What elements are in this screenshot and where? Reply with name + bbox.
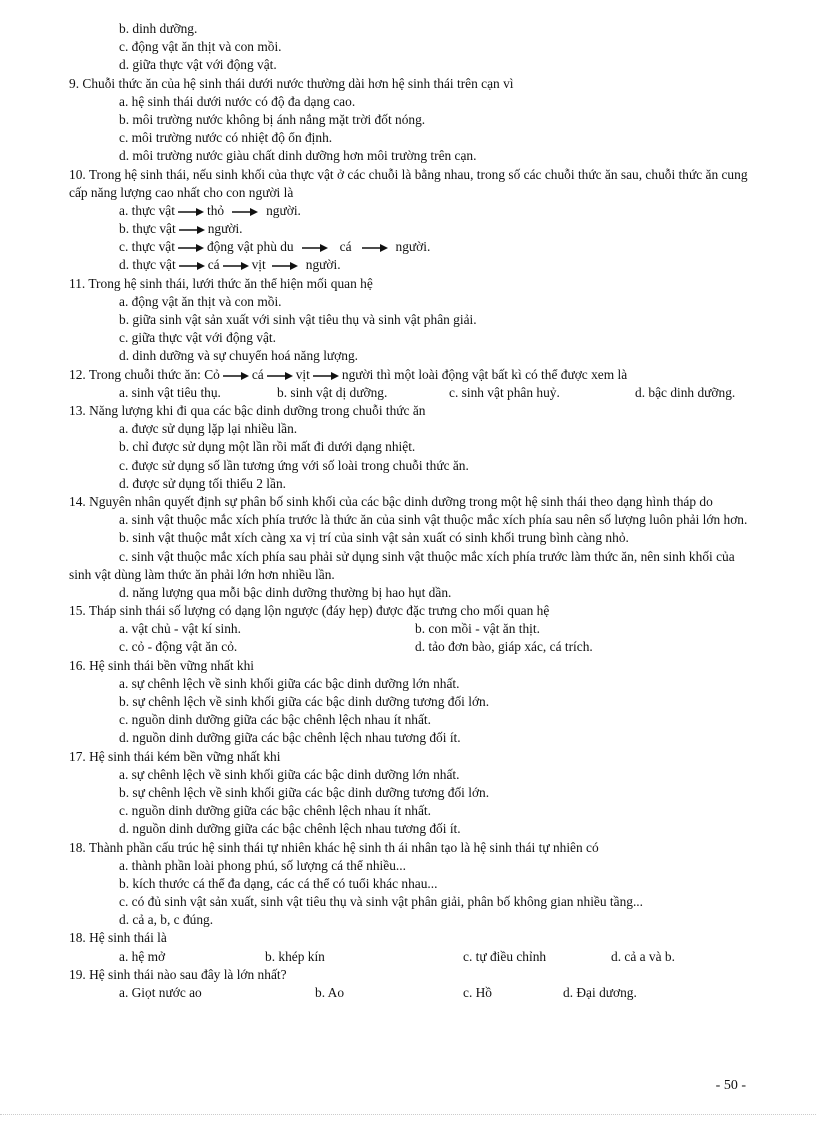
option-line: d. năng lượng qua mỗi bậc dinh dưỡng thường bị hao hụt dần. bbox=[119, 584, 452, 600]
option-d: d. tảo đơn bào, giáp xác, cá trích. bbox=[415, 639, 593, 655]
page-content bbox=[69, 20, 757, 1002]
option-line: c. giữa thực vật với động vật. bbox=[119, 330, 276, 346]
option-line: b. sự chênh lệch về sinh khối giữa các bậc dinh dưỡng tương đối lớn. bbox=[119, 694, 490, 710]
q10-option-c bbox=[69, 238, 757, 256]
question-10: 10. Trong hệ sinh thái, nếu sinh khối của thực vật ở các chuỗi là bằng nhau, trong số các chuỗi thức ăn sau, chuỗi thức ăn cung cấp năng lượng cao nhất cho con người là bbox=[69, 166, 748, 200]
arrow-right-icon bbox=[232, 207, 258, 217]
arrow-right-icon bbox=[179, 261, 205, 271]
arrow-right-icon bbox=[267, 371, 293, 381]
arrow-right-icon bbox=[223, 371, 249, 381]
q15-options-row1 bbox=[69, 620, 757, 638]
q12-options bbox=[69, 384, 757, 402]
option-line: c. động vật ăn thịt và con mồi. bbox=[119, 39, 282, 55]
question-17: 17. Hệ sinh thái kém bền vững nhất khi bbox=[69, 748, 281, 764]
chain-node: người. bbox=[305, 257, 341, 273]
chain-node: vịt bbox=[295, 366, 310, 382]
option-a: a. Giọt nước ao bbox=[119, 985, 202, 1001]
option-b: b. Ao bbox=[315, 985, 345, 1001]
question-19: 19. Hệ sinh thái nào sau đây là lớn nhất? bbox=[69, 966, 287, 982]
option-line: b. môi trường nước không bị ánh nắng mặt trời đốt nóng. bbox=[119, 111, 426, 127]
chain-node: cá bbox=[207, 257, 220, 273]
question-14: 14. Nguyên nhân quyết định sự phân bố sinh khối của các bậc dinh dưỡng trong một hệ sinh thái theo dạng hình tháp do bbox=[69, 493, 713, 509]
question-text: thì một loài động vật bất kì có thể được xem là bbox=[373, 366, 628, 382]
arrow-right-icon bbox=[302, 243, 328, 253]
footer-divider bbox=[0, 1113, 816, 1115]
question-18-bis: 18. Hệ sinh thái là bbox=[69, 930, 167, 946]
arrow-right-icon bbox=[272, 261, 298, 271]
arrow-right-icon bbox=[179, 225, 205, 235]
option-line: d. giữa thực vật với động vật. bbox=[119, 57, 277, 73]
chain-node: động vật phù du bbox=[206, 239, 294, 255]
question-16: 16. Hệ sinh thái bền vững nhất khi bbox=[69, 657, 255, 673]
option-line: c. nguồn dinh dưỡng giữa các bậc chênh lệch nhau ít nhất. bbox=[119, 712, 431, 728]
question-15: 15. Tháp sinh thái số lượng có dạng lộn ngược (đáy hẹp) được đặc trưng cho mối quan hệ bbox=[69, 603, 550, 619]
option-line: a. được sử dụng lặp lại nhiều lần. bbox=[119, 421, 298, 437]
arrow-right-icon bbox=[223, 261, 249, 271]
chain-node: cá bbox=[251, 366, 264, 382]
option-line: b. dinh dưỡng. bbox=[119, 21, 198, 36]
option-d: d. bậc dinh dưỡng. bbox=[635, 384, 736, 400]
option-line: a. động vật ăn thịt và con mồi. bbox=[119, 293, 282, 309]
arrow-right-icon bbox=[178, 207, 204, 217]
option-line: a. thành phần loài phong phú, số lượng cá thể nhiều... bbox=[119, 857, 406, 873]
question-18: 18. Thành phần cấu trúc hệ sinh thái tự nhiên khác hệ sinh th ái nhân tạo là hệ sinh thái tự nhiên có bbox=[69, 839, 599, 855]
option-line: d. nguồn dinh dưỡng giữa các bậc chênh lệch nhau tương đối ít. bbox=[119, 730, 461, 746]
q10-option-a bbox=[69, 202, 757, 220]
chain-node: người. bbox=[266, 202, 301, 218]
arrow-right-icon bbox=[178, 243, 204, 253]
option-a: a. sinh vật tiêu thụ. bbox=[119, 384, 221, 400]
question-9: 9. Chuỗi thức ăn của hệ sinh thái dưới nước thường dài hơn hệ sinh thái trên cạn vì bbox=[69, 75, 514, 91]
option-line: d. môi trường nước giàu chất dinh dưỡng hơn môi trường trên cạn. bbox=[119, 148, 477, 164]
option-b: b. con mồi - vật ăn thịt. bbox=[415, 621, 540, 637]
page-number: - 50 - bbox=[715, 1078, 746, 1093]
chain-node: cá bbox=[339, 239, 352, 255]
option-c: c. Hồ bbox=[463, 985, 493, 1001]
question-11: 11. Trong hệ sinh thái, lưới thức ăn thể hiện mối quan hệ bbox=[69, 275, 373, 291]
q10-option-b bbox=[69, 220, 757, 238]
option-line: b. giữa sinh vật sản xuất với sinh vật tiêu thụ và sinh vật phân giải. bbox=[119, 312, 477, 328]
option-line: c. nguồn dinh dưỡng giữa các bậc chênh lệch nhau ít nhất. bbox=[119, 803, 431, 819]
option-line: c. có đủ sinh vật sản xuất, sinh vật tiêu thụ và sinh vật phân giải, phân bố không gian nhiều tầng... bbox=[119, 894, 643, 910]
q19-options bbox=[69, 984, 757, 1002]
option-c: c. sinh vật phân huỷ. bbox=[449, 384, 560, 400]
option-line: b. sự chênh lệch về sinh khối giữa các bậc dinh dưỡng tương đối lớn. bbox=[119, 784, 490, 800]
option-line: d. dinh dưỡng và sự chuyển hoá năng lượng. bbox=[119, 348, 358, 364]
question-12 bbox=[69, 366, 757, 384]
option-b: b. khép kín bbox=[265, 948, 325, 964]
option-line: c. sinh vật thuộc mắc xích phía sau phải sử dụng sinh vật thuộc mắc xích phía trước làm thức ăn, nên sinh khối của sinh vật dùng làm thức ăn phải lớn hơn nhiều lần. bbox=[69, 548, 735, 582]
chain-node: c. thực vật bbox=[119, 239, 175, 255]
option-line: b. chỉ được sử dụng một lần rồi mất đi dưới dạng nhiệt. bbox=[119, 439, 416, 455]
option-a: a. vật chủ - vật kí sinh. bbox=[119, 621, 241, 637]
chain-node: vịt bbox=[251, 257, 266, 273]
q18bis-options bbox=[69, 948, 757, 966]
arrow-right-icon bbox=[313, 371, 339, 381]
chain-node: thỏ bbox=[206, 202, 225, 218]
chain-node: d. thực vật bbox=[119, 257, 176, 273]
option-line: b. sinh vật thuộc mắt xích càng xa vị trí của sinh vật sản xuất có sinh khối trung bình càng nhỏ. bbox=[119, 530, 629, 546]
option-a: a. hệ mở bbox=[119, 948, 166, 964]
option-c: c. tự điều chỉnh bbox=[463, 948, 547, 964]
option-c: c. cỏ - động vật ăn cỏ. bbox=[119, 639, 238, 655]
chain-node: b. thực vật bbox=[119, 221, 176, 237]
chain-node: a. thực vật bbox=[119, 202, 175, 218]
chain-node: người bbox=[341, 366, 374, 382]
option-line: a. sự chênh lệch về sinh khối giữa các bậc dinh dưỡng lớn nhất. bbox=[119, 766, 460, 782]
option-line: a. hệ sinh thái dưới nước có độ đa dạng cao. bbox=[119, 93, 356, 109]
option-line: d. cả a, b, c đúng. bbox=[119, 912, 214, 928]
chain-node: người. bbox=[395, 239, 431, 255]
option-d: d. Đại dương. bbox=[563, 985, 637, 1001]
question-13: 13. Năng lượng khi đi qua các bậc dinh dưỡng trong chuỗi thức ăn bbox=[69, 402, 426, 418]
option-d: d. cả a và b. bbox=[611, 948, 675, 964]
option-b: b. sinh vật dị dưỡng. bbox=[277, 384, 388, 400]
q15-options-row2 bbox=[69, 638, 757, 656]
option-line: d. nguồn dinh dưỡng giữa các bậc chênh lệch nhau tương đối ít. bbox=[119, 821, 461, 837]
q10-option-d bbox=[69, 256, 757, 274]
arrow-right-icon bbox=[362, 243, 388, 253]
chain-node: người. bbox=[207, 221, 243, 237]
option-line: a. sự chênh lệch về sinh khối giữa các bậc dinh dưỡng lớn nhất. bbox=[119, 675, 460, 691]
option-line: d. được sử dụng tối thiểu 2 lần. bbox=[119, 475, 287, 491]
option-line: b. kích thước cá thể đa dạng, các cá thể có tuổi khác nhau... bbox=[119, 875, 438, 891]
option-line: c. môi trường nước có nhiệt độ ổn định. bbox=[119, 130, 333, 146]
question-text: 12. Trong chuỗi thức ăn: Cỏ bbox=[69, 366, 220, 382]
option-line: c. được sử dụng số lần tương ứng với số loài trong chuỗi thức ăn. bbox=[119, 457, 469, 473]
option-line: a. sinh vật thuộc mắc xích phía trước là thức ăn của sinh vật thuộc mắc xích phía sau nên số lượng luôn phải lớn hơn. bbox=[119, 512, 748, 528]
